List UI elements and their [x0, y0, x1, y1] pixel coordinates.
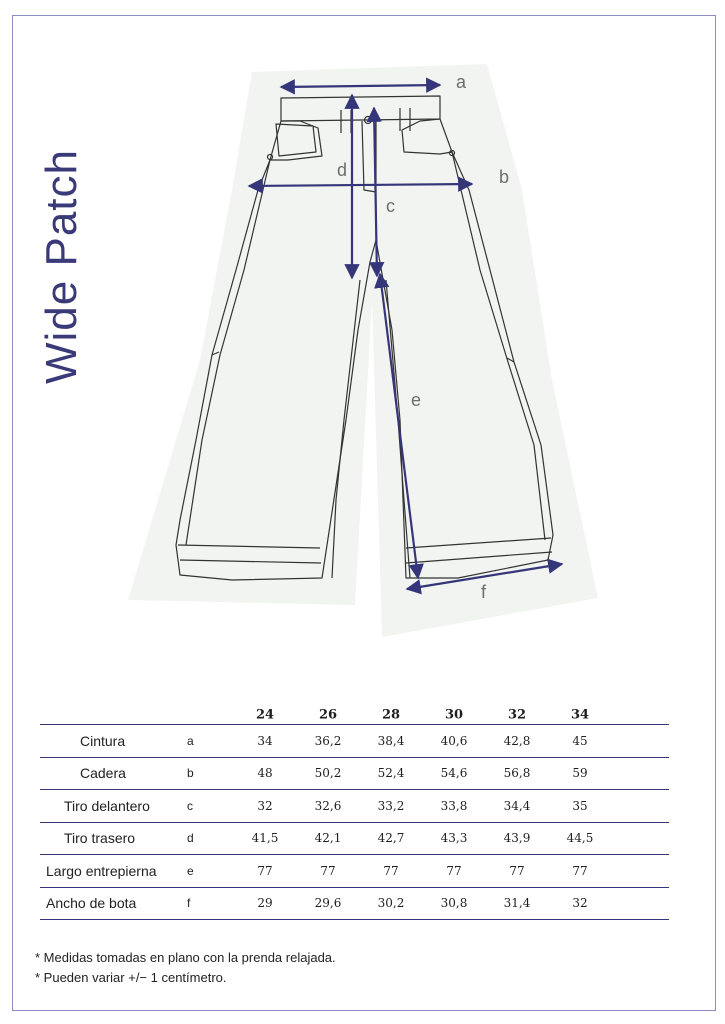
table-row: [40, 823, 669, 856]
measure-letter: d: [187, 831, 194, 846]
measure-value: 50,2: [314, 766, 342, 781]
measure-value: 56,8: [503, 766, 531, 781]
measure-value: 32: [572, 896, 588, 911]
measure-value: 34: [257, 733, 273, 748]
measure-letter: e: [187, 863, 194, 878]
label-b: b: [499, 167, 510, 187]
measure-value: 31,4: [503, 896, 531, 911]
label-e: e: [411, 390, 422, 410]
measure-value: 32,6: [314, 798, 342, 813]
label-f: f: [481, 582, 487, 602]
table-row: [40, 758, 669, 791]
footnote: * Medidas tomadas en plano con la prenda relajada.: [35, 950, 336, 965]
measure-value: 29,6: [314, 896, 342, 911]
measure-value: 29: [257, 896, 273, 911]
measure-value: 30,2: [377, 896, 405, 911]
measure-value: 38,4: [377, 733, 405, 748]
table-row: [40, 725, 669, 758]
measure-value: 77: [257, 863, 273, 878]
label-c: c: [386, 196, 395, 216]
measure-value: 77: [572, 863, 588, 878]
measure-value: 77: [320, 863, 336, 878]
measure-letter: b: [187, 766, 194, 781]
size-header: 24: [255, 707, 275, 722]
measure-value: 77: [383, 863, 399, 878]
measure-value: 33,2: [377, 798, 405, 813]
footnotes: [35, 948, 336, 988]
measure-value: 52,4: [377, 766, 405, 781]
measure-name: Tiro delantero: [64, 797, 150, 814]
size-header: 26: [318, 707, 338, 722]
size-header: 30: [444, 707, 464, 722]
measure-value: 59: [572, 766, 588, 781]
size-header: 28: [381, 707, 401, 722]
measure-letter: c: [187, 798, 193, 813]
size-header: 32: [507, 707, 527, 722]
measure-value: 35: [572, 798, 588, 813]
measure-value: 42,7: [377, 831, 405, 846]
table-row: [40, 855, 669, 888]
label-d: d: [337, 160, 348, 180]
measure-letter: a: [187, 733, 194, 748]
measure-value: 54,6: [440, 766, 468, 781]
measure-value: 41,5: [251, 831, 279, 846]
measure-value: 32: [257, 798, 273, 813]
measure-value: 77: [446, 863, 462, 878]
measure-value: 45: [572, 733, 588, 748]
measure-value: 44,5: [566, 831, 594, 846]
measure-value: 30,8: [440, 896, 468, 911]
label-a: a: [456, 72, 467, 92]
measure-value: 42,8: [503, 733, 531, 748]
measure-name: Ancho de bota: [46, 895, 137, 912]
size-table: [40, 705, 669, 920]
measure-value: 43,9: [503, 831, 531, 846]
measure-value: 40,6: [440, 733, 468, 748]
measure-value: 36,2: [314, 733, 342, 748]
measure-name: Largo entrepierna: [46, 862, 157, 879]
measure-letter: f: [187, 896, 191, 911]
measure-name: Cintura: [80, 732, 126, 749]
table-row: [40, 888, 669, 921]
page-title: Wide Patch: [37, 149, 86, 384]
measure-value: 42,1: [314, 831, 342, 846]
measure-name: Tiro trasero: [64, 830, 136, 847]
measure-value: 48: [257, 766, 273, 781]
measure-value: 77: [509, 863, 525, 878]
size-header-row: [40, 705, 669, 725]
footnote: * Pueden variar +/− 1 centímetro.: [35, 970, 227, 985]
measure-name: Cadera: [80, 765, 126, 782]
measure-value: 33,8: [440, 798, 468, 813]
measure-value: 34,4: [503, 798, 531, 813]
size-header: 34: [570, 707, 590, 722]
measure-value: 43,3: [440, 831, 468, 846]
table-row: [40, 790, 669, 823]
